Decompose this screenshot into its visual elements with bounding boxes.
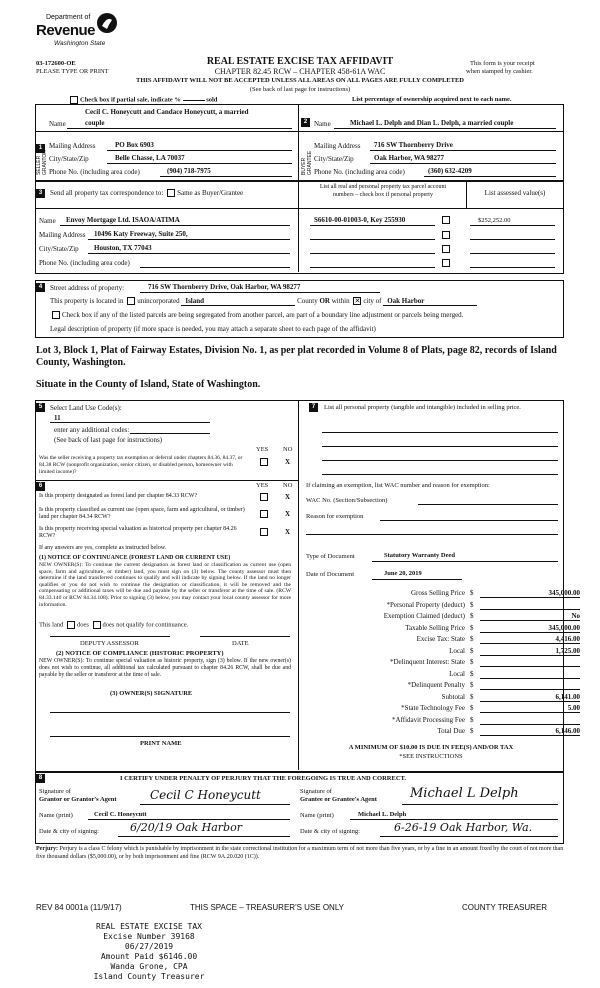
stamp-line6: Island County Treasurer [93, 972, 205, 981]
form-title: REAL ESTATE EXCISE TAX AFFIDAVIT [206, 56, 394, 67]
notice1-text: NEW OWNER(S): To continue the current designation as forest land or classification as current use (open space, farm and agriculture, or timber) land, you must sign on (3) below. The county assessor must then determine if the land transferred continues to qualify and will indicate by signing below. If the land no longer qualifies or you do not wish to continue the designation or classification, it will be removed and the compensating or additional taxes will be due and payable by the seller or transferor at the time of sale. (RCW 84.33.140 or RCW 84.34.108). Prior to signing (3) below, you may contact your local county assessor for more information. [39, 562, 291, 608]
corr-city[interactable]: Houston, TX 77043 [94, 244, 152, 252]
exempt-no-mark[interactable]: X [285, 458, 291, 466]
dollar-sign: $ [470, 589, 474, 597]
section5-see-back: (See back of last page for instructions) [54, 436, 163, 444]
parcel-header-1: List all real and personal property tax parcel account [319, 184, 447, 190]
does-not-label: does not qualify for continuance. [102, 621, 189, 629]
receipt-line1: This form is your receipt [470, 60, 535, 67]
same-as-buyer-label: Same as Buyer/Grantee [177, 189, 244, 197]
grantee-sig-label2: Grantee or Grantee's Agent [300, 796, 377, 803]
grantor-date-city[interactable]: 6/20/19 Oak Harbor [130, 821, 242, 834]
historic-question: Is this property receiving special valuation as historical property per chapter 84.26 RCW? [39, 526, 237, 539]
personal-property-label: List all personal property (tangible and intangible) included in selling price. [324, 404, 521, 411]
stamp-line5: Wanda Grone, CPA [110, 962, 188, 971]
corr-name-label: Name [39, 217, 56, 225]
section-2-number: 2 [301, 118, 310, 127]
land-use-label: Select Land Use Code(s): [50, 404, 122, 412]
partial-percent-field[interactable] [183, 100, 205, 101]
tax-row-value[interactable]: 5.00 [480, 704, 580, 713]
receipt-line2: when stamped by cashier. [466, 68, 533, 75]
street-label: Street address of property: [50, 284, 125, 292]
tax-row-label: Excise Tax: State [416, 635, 465, 643]
tax-row-value[interactable]: 6,141.00 [480, 693, 580, 702]
grantor-name-label: Name (print) [39, 812, 73, 819]
doc-type-label: Type of Document [306, 553, 355, 560]
historic-no-mark[interactable]: X [285, 528, 291, 536]
assessed-value[interactable]: $252,252.00 [478, 217, 511, 224]
buyer-name[interactable]: Michael L. Delph and Dian L. Delph, a married couple [350, 119, 514, 127]
deputy-assessor-label: DEPUTY ASSESSOR [80, 640, 139, 647]
corr-name[interactable]: Envoy Mortgage Ltd. ISAOA/ATIMA [66, 216, 180, 224]
tax-row-label: Subtotal [441, 692, 465, 701]
county-label: County [297, 297, 318, 305]
tax-row-label: Exemption Claimed (deduct) [383, 612, 465, 620]
logo-revenue: Revenue [36, 22, 96, 39]
logo-mark-icon [96, 12, 118, 34]
stamp-line1: REAL ESTATE EXCISE TAX [96, 922, 202, 931]
tax-row-label: Local [449, 669, 465, 678]
dollar-sign: $ [470, 727, 474, 735]
buyer-city-label: City/State/Zip [314, 155, 354, 163]
buyer-name-label: Name [314, 120, 331, 128]
tax-row-value[interactable] [480, 658, 580, 667]
form-warning: THIS AFFIDAVIT WILL NOT BE ACCEPTED UNLESS ALL AREAS ON ALL PAGES ARE FULLY COMPLETED [136, 77, 464, 84]
county-name[interactable]: Island [181, 297, 295, 306]
exempt-question: Was the seller receiving a property tax exemption or deferral under chapters 84.36, 84.37, or 84.38 RCW (nonprofit organization, senior citizen, or disabled person, homeowner with limited income)? [39, 455, 243, 475]
located-label: This property is located in [50, 297, 124, 305]
tax-row-label: Local [449, 646, 465, 655]
date-label: DATE [232, 640, 249, 647]
dollar-sign: $ [470, 623, 474, 632]
tax-row [310, 635, 580, 645]
seller-phone-label: Phone No. (including area code) [49, 168, 140, 176]
grantee-name[interactable]: Michael L. Delph [358, 811, 407, 818]
tax-row [310, 624, 580, 634]
tax-row-label: *Affidavit Processing Fee [392, 715, 465, 724]
dollar-sign: $ [470, 658, 474, 666]
seller-name-label: Name [49, 120, 66, 128]
corr-phone-label: Phone No. (including area code) [39, 259, 130, 267]
tax-row-value[interactable] [480, 670, 580, 679]
section-3-number: 3 [36, 189, 45, 198]
dollar-sign: $ [470, 715, 474, 724]
form-id: 03-172600-OE [36, 60, 76, 67]
tax-row-label: *Delinquent Interest: State [389, 658, 465, 666]
buyer-phone-label: Phone No. (including area code) [314, 168, 405, 176]
section-7-number: 7 [309, 403, 318, 412]
tax-row [310, 589, 580, 599]
seller-city[interactable]: Belle Chasse, LA 70037 [115, 154, 185, 162]
parcel-number[interactable]: S6610-00-01003-0, Key 255930 [314, 216, 406, 224]
city-name[interactable]: Oak Harbor [383, 297, 477, 306]
parcel-2-checkbox[interactable] [442, 231, 450, 239]
section-6-number: 6 [36, 482, 45, 491]
tax-row-label: *State Technology Fee [401, 704, 465, 712]
sold-label: sold [206, 96, 218, 104]
doc-date[interactable]: June 20, 2019 [384, 570, 422, 577]
dollar-sign: $ [470, 692, 474, 701]
does-label: does [77, 621, 89, 629]
partial-sale-checkbox[interactable] [70, 96, 78, 104]
s6-yes-header: YES [256, 482, 269, 489]
tax-row-label: Taxable Selling Price [405, 623, 465, 632]
dollar-sign: $ [470, 646, 474, 655]
dollar-sign: $ [470, 600, 474, 609]
land-use-code[interactable]: 11 [54, 414, 61, 422]
dollar-sign: $ [470, 669, 474, 678]
notice1-title: (1) NOTICE OF CONTINUANCE (FOREST LAND OR CURRENT USE) [39, 555, 231, 561]
section-4-number: 4 [36, 283, 45, 292]
seller-name-l1[interactable]: Cecil C. Honeycutt and Candace Honeycutt, a married [85, 108, 249, 116]
grantee-date-city[interactable]: 6-26-19 Oak Harbor, Wa. [394, 821, 533, 834]
tax-row [310, 693, 580, 703]
please-type: PLEASE TYPE OR PRINT [36, 68, 109, 75]
tax-row [310, 647, 580, 657]
form-chapter: CHAPTER 82.45 RCW – CHAPTER 458-61A WAC [214, 67, 386, 76]
perjury-title: Perjury: [36, 846, 58, 852]
historic-yes-checkbox[interactable] [260, 528, 268, 536]
buyer-phone[interactable]: (360) 632-4209 [428, 167, 472, 175]
within-label: within [331, 297, 350, 305]
doc-type[interactable]: Statutory Warranty Deed [384, 552, 456, 559]
does-checkbox[interactable] [67, 621, 75, 629]
tax-row [310, 681, 580, 691]
tax-row-value[interactable]: 1,725.00 [480, 647, 580, 656]
rev-number: REV 84 0001a (11/9/17) [36, 903, 122, 912]
seller-city-label: City/State/Zip [49, 155, 89, 163]
any-yes-note: If any answers are yes, complete as instructed below. [39, 545, 167, 551]
see-instructions: *SEE INSTRUCTIONS [399, 753, 463, 760]
dor-logo [36, 12, 126, 56]
tax-row-value[interactable]: 345,000.00 [480, 589, 580, 598]
qualify-row [39, 621, 188, 629]
does-not-checkbox[interactable] [93, 621, 101, 629]
parcel-header-2: numbers – check box if personal property [333, 192, 433, 198]
buyer-side-label: BUYER GRANTEE [301, 150, 313, 175]
grantee-date-label: Date & city of signing: [300, 828, 360, 835]
grantee-signature[interactable]: Michael L Delph [410, 786, 519, 801]
seller-side-label: SELLER GRANTOR [36, 150, 48, 175]
grantor-date-label: Date & city of signing: [39, 828, 99, 835]
section-1-number: 1 [36, 144, 45, 153]
tax-row [310, 612, 580, 622]
logo-state: Washington State [54, 40, 106, 47]
seller-name-l2[interactable]: couple [85, 119, 105, 127]
county-treasurer: COUNTY TREASURER [462, 903, 548, 912]
stamp-line4: Amount Paid $6146.00 [100, 952, 198, 961]
grantor-signature[interactable]: Cecil C Honeycutt [150, 788, 261, 802]
segregated-checkbox[interactable] [52, 311, 60, 319]
assessed-header: List assessed value(s) [484, 189, 546, 197]
or-label: OR [319, 297, 330, 305]
tax-row-value[interactable]: No [480, 612, 580, 621]
stamp-line2: Excise Number 39168 [103, 932, 195, 941]
parcel-4-checkbox[interactable] [442, 259, 450, 267]
same-as-buyer-checkbox[interactable] [167, 189, 175, 197]
buyer-city[interactable]: Oak Harbor, WA 98277 [374, 154, 445, 162]
tax-corr-row [50, 189, 243, 197]
tax-row [310, 704, 580, 714]
perjury-notice [36, 846, 564, 861]
reason-label: Reason for exemption [306, 513, 364, 520]
grantee-sig-label1: Signature of [300, 788, 332, 795]
tax-row [310, 716, 580, 726]
dollar-sign: $ [470, 635, 474, 643]
grantor-sig-label2: Grantor or Grantor's Agent [39, 796, 117, 803]
parcel-3-checkbox[interactable] [442, 245, 450, 253]
additional-codes-label: enter any additional codes: [54, 426, 130, 434]
partial-sale-row [68, 96, 217, 104]
street-address[interactable]: 716 SW Thornberry Drive, Oak Harbor, WA 98277 [148, 283, 301, 291]
dollar-sign: $ [470, 681, 474, 689]
forest-yes-checkbox[interactable] [260, 493, 268, 501]
section-8-number: 8 [36, 774, 45, 783]
s6-no-header: NO [283, 482, 293, 489]
tax-row [310, 658, 580, 668]
buyer-mailing-label: Mailing Address [314, 142, 361, 150]
tax-row-label: *Delinquent Penalty [407, 681, 465, 689]
tax-row-label: *Personal Property (deduct) [386, 600, 465, 609]
current-use-yes-checkbox[interactable] [260, 510, 268, 518]
tax-row [310, 670, 580, 680]
wac-claim-label: If claiming an exemption, list WAC number and reason for exemption: [306, 482, 490, 489]
forest-question: Is this property designated as forest land per chapter 84.33 RCW? [39, 493, 198, 499]
unincorporated-checkbox[interactable] [127, 297, 135, 305]
minimum-due: A MINIMUM OF $10.00 IS DUE IN FEE(S) AND/OR TAX [348, 744, 514, 751]
city-of-label: city of [363, 297, 382, 305]
current-use-question: Is this property classified as current use (open space, farm and agricultural, or timber) land per chapter 84.34 RCW? [39, 507, 245, 520]
ownership-note: List percentage of ownership acquired next to each name. [352, 96, 512, 103]
form-see-back: (See back of last page for instructions) [249, 86, 351, 93]
segregated-row [50, 311, 463, 319]
dollar-sign: $ [470, 612, 474, 620]
tax-row [310, 601, 580, 611]
perjury-text: Perjury is a class C felony which is punishable by imprisonment in the state correctional institution for a maximum term of not more than five years, or by a fine in an amount fixed by the court of not more than five thousand dollars ($5,000.00), or by both imprisonment and fine (RCW 9A.20.020 (1C)). [36, 846, 564, 860]
tax-row-value[interactable] [480, 681, 580, 690]
wac-no-label: WAC No. (Section/Subsection) [306, 497, 388, 504]
situate-text[interactable]: Situate in the County of Island, State of Washington. [36, 379, 261, 390]
grantee-name-label: Name (print) [300, 812, 334, 819]
treasurer-stamp [84, 922, 214, 982]
buyer-section [298, 104, 562, 180]
treasurer-use: THIS SPACE – TREASURER'S USE ONLY [190, 903, 345, 912]
seller-section [35, 104, 298, 180]
s5-yes-header: YES [256, 446, 269, 453]
corr-mailing[interactable]: 10496 Katy Freeway, Suite 250, [94, 230, 188, 238]
print-name-label: PRINT NAME [140, 740, 182, 747]
segregated-label: Check box if any of the listed parcels are being segregated from another parcel, are part of a boundary line adjustment or parcels being merged. [62, 311, 464, 319]
tax-row [310, 727, 580, 737]
logo-dept: Department of [46, 14, 91, 21]
doc-date-label: Date of Document [306, 571, 355, 578]
forest-no-mark[interactable]: X [285, 493, 291, 501]
certify-statement: I CERTIFY UNDER PENALTY OF PERJURY THAT THE FOREGOING IS TRUE AND CORRECT. [120, 775, 407, 782]
seller-mailing[interactable]: PO Box 6903 [115, 141, 154, 149]
section-5-number: 5 [36, 403, 45, 412]
parcel-1-checkbox[interactable] [442, 216, 450, 224]
tax-row-value[interactable]: 4,416.00 [480, 635, 580, 644]
partial-sale-label: Check box if partial sale, indicate % [80, 96, 181, 104]
notice2-text: NEW OWNER(S): To continue special valuation as historic property, sign (3) below. If the new owner(s) does not wish to continue, all additional tax calculated pursuant to chapter 84.26 RCW, shall be due and payable by the seller or transferor at the time of sale. [39, 658, 291, 678]
owner-signature-label: (3) OWNER(S) SIGNATURE [110, 690, 193, 697]
tax-row-value[interactable] [480, 601, 580, 610]
tax-corr-label: Send all property tax correspondence to: [50, 189, 164, 197]
buyer-mailing[interactable]: 716 SW Thornberry Drive [374, 141, 453, 149]
unincorporated-label: unincorporated [137, 297, 180, 305]
tax-row-value[interactable]: 6,146.00 [480, 727, 580, 736]
exempt-yes-checkbox[interactable] [260, 458, 268, 466]
grantor-sig-label1: Signature of [39, 788, 71, 795]
seller-mailing-label: Mailing Address [49, 142, 96, 150]
location-row [50, 297, 477, 306]
corr-city-label: City/State/Zip [39, 245, 79, 253]
tax-row-value[interactable]: 345,000.00 [480, 624, 580, 633]
tax-row-value[interactable] [480, 716, 580, 725]
stamp-line3: 06/27/2019 [124, 942, 174, 951]
corr-mailing-label: Mailing Address [39, 231, 86, 239]
city-checkbox[interactable]: ✕ [354, 297, 361, 306]
dollar-sign: $ [470, 704, 474, 712]
this-land-label: This land [39, 621, 64, 629]
seller-phone[interactable]: (904) 718-7975 [167, 167, 211, 175]
s5-no-header: NO [283, 446, 293, 453]
legal-label: Legal description of property (if more space is needed, you may attach a separate sheet to each page of the affidavit) [50, 325, 376, 333]
notice2-title: (2) NOTICE OF COMPLIANCE (HISTORIC PROPERTY) [56, 650, 224, 657]
current-use-no-mark[interactable]: X [285, 510, 291, 518]
grantor-name[interactable]: Cecil C. Honeycutt [94, 811, 147, 818]
tax-row-label: Gross Selling Price [410, 589, 465, 597]
legal-description[interactable]: Lot 3, Block 1, Plat of Fairway Estates, Division No. 1, as per plat recorded in Volume 8 of Plats, page 82, records of Island County, Washington. [36, 345, 557, 368]
tax-row-label: Total Due [437, 727, 465, 735]
